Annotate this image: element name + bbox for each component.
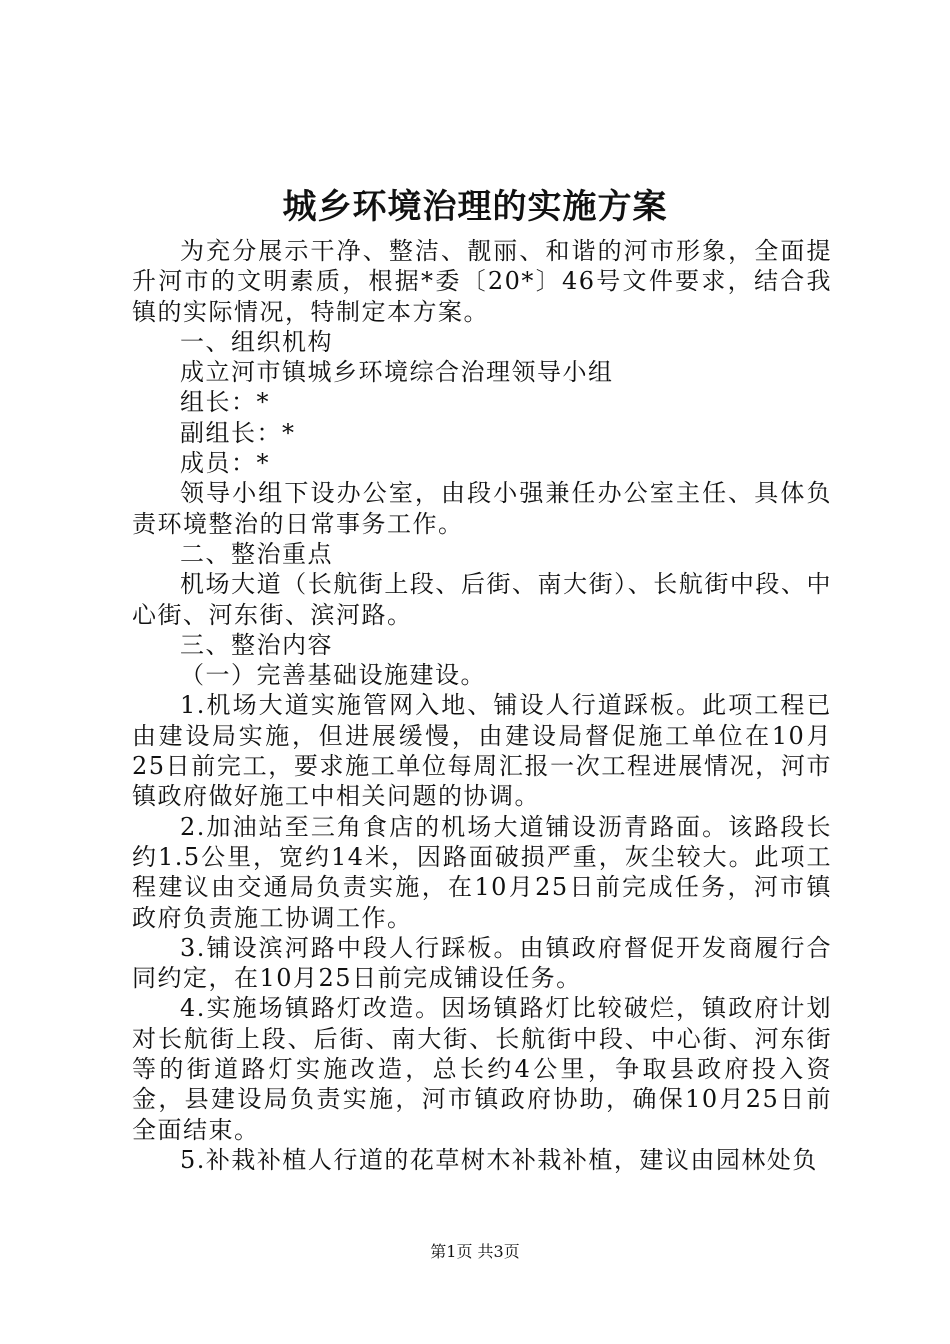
document-title: 城乡环境治理的实施方案	[282, 187, 668, 227]
document-body	[132, 236, 832, 1175]
section-heading-key-areas: 二、整治重点	[180, 539, 333, 568]
subsection-heading-infrastructure: （一）完善基础设施建设。	[180, 661, 486, 690]
paragraph-group-leader: 组长：*	[180, 388, 270, 417]
paragraph-deputy-leader: 副组长：*	[180, 418, 296, 447]
paragraph-intro: 为充分展示干净、整洁、靓丽、和谐的河市形象，全面提升河市的文明素质，根据*委〔20*〕46号文件要求，结合我镇的实际情况，特制定本方案。	[132, 237, 832, 326]
list-item-5: 5.补栽补植人行道的花草树木补栽补植，建议由园林处负	[180, 1145, 818, 1174]
section-heading-organization: 一、组织机构	[180, 327, 333, 356]
section-heading-content: 三、整治内容	[180, 630, 333, 659]
list-item-1: 1.机场大道实施管网入地、铺设人行道踩板。此项工程已由建设局实施，但进展缓慢，由建设局督促施工单位在10月25日前完工，要求施工单位每周汇报一次工程进展情况，河市镇政府做好施工中相关问题的协调。	[132, 691, 832, 811]
list-item-3: 3.铺设滨河路中段人行踩板。由镇政府督促开发商履行合同约定，在10月25日前完成铺设任务。	[132, 933, 832, 993]
list-item-2: 2.加油站至三角食店的机场大道铺设沥青路面。该路段长约1.5公里，宽约14米，因路面破损严重，灰尘较大。此项工程建议由交通局负责实施，在10月25日前完成任务，河市镇政府负责施工协调工作。	[132, 812, 832, 932]
paragraph-members: 成员：*	[180, 449, 270, 478]
paragraph-leading-group: 成立河市镇城乡环境综合治理领导小组	[180, 358, 614, 387]
paragraph-key-areas: 机场大道（长航街上段、后街、南大街）、长航街中段、中心街、河东街、滨河路。	[132, 570, 832, 629]
paragraph-office: 领导小组下设办公室，由段小强兼任办公室主任、具体负责环境整治的日常事务工作。	[132, 479, 832, 538]
page-footer: 第1页 共3页	[430, 1242, 520, 1261]
list-item-4: 4.实施场镇路灯改造。因场镇路灯比较破烂，镇政府计划对长航街上段、后街、南大街、长航街中段、中心街、河东街等的街道路灯实施改造，总长约4公里，争取县政府投入资金，县建设局负责实施，河市镇政府协助，确保10月25日前全面结束。	[132, 994, 832, 1144]
